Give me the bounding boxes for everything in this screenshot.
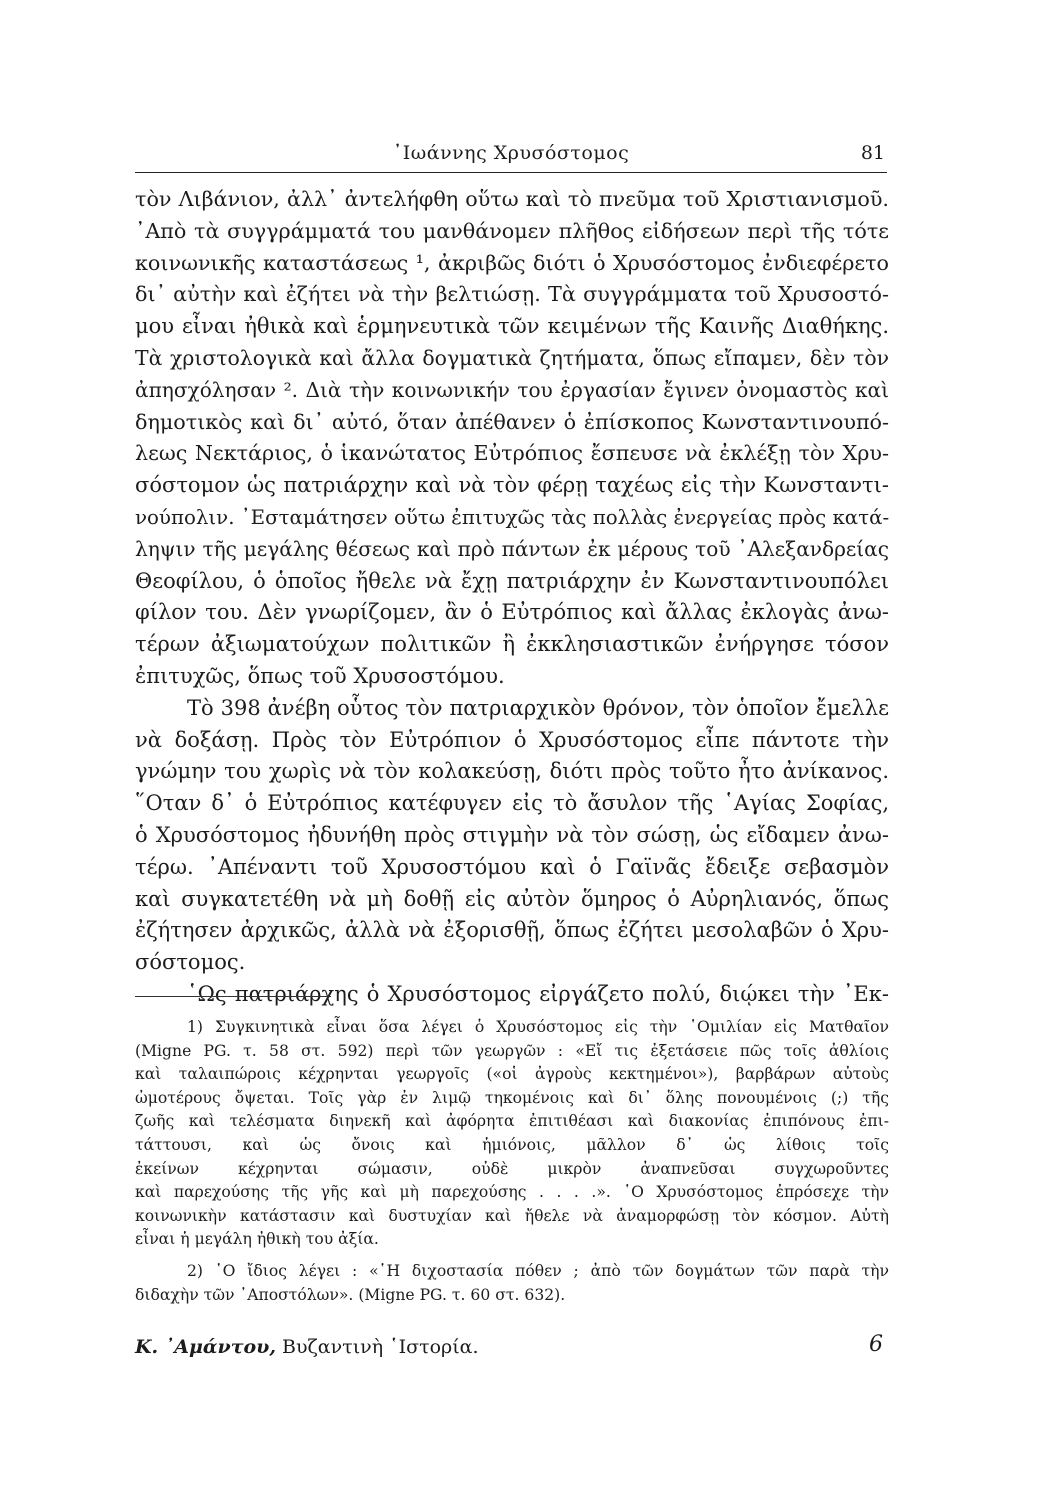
footnote-line: εἶναι ἡ μεγάλη ἠθικὴ του ἀξία.	[135, 1230, 379, 1249]
main-text	[135, 184, 889, 1011]
footnote-line: (Migne PG. τ. 58 στ. 592) περὶ τῶν γεωργῶν : «Εἴ τις ἐξετάσειε πῶς τοῖς ἀθλίοις	[135, 1041, 889, 1060]
text-line: ἐπιτυχῶς, ὅπως τοῦ Χρυσοστόμου.	[135, 663, 505, 688]
footnote-line: 1) Συγκινητικὰ εἶναι ὅσα λέγει ὁ Χρυσόστομος εἰς τὴν ῾Ομιλίαν εἰς Ματθαῖον	[187, 1018, 889, 1036]
footer-author: Κ. ᾿Αμάντου,	[135, 1336, 276, 1358]
text-line: τὸν Λιβάνιον, ἀλλ᾿ ἀντελήφθη οὕτω καὶ τὸ πνεῦμα τοῦ Χριστιανισμοῦ.	[135, 187, 889, 211]
footnote-line: ὠμοτέρους ὄψεται. Τοῖς γὰρ ἐν λιμῷ τηκομένοις καὶ δι᾿ ὅλης πονουμένοις (;) τῆς	[135, 1088, 889, 1107]
text-line: νὰ δοξάσῃ. Πρὸς τὸν Εὐτρόπιον ὁ Χρυσόστομος εἶπε πάντοτε τὴν	[135, 727, 889, 752]
running-head	[135, 136, 887, 173]
text-line: τέρων ἀξιωματούχων πολιτικῶν ἢ ἐκκλησιαστικῶν ἐνήργησε τόσον	[135, 632, 889, 657]
footnote-line: 2) ῾Ο ἴδιος λέγει : «῾Η διχοστασία πόθεν ; ἀπὸ τῶν δογμάτων τῶν παρὰ τὴν	[187, 1261, 889, 1280]
text-line: σόστομον ὡς πατριάρχην καὶ νὰ τὸν φέρῃ ταχέως εἰς τὴν Κωνσταντι-	[135, 473, 889, 498]
footnote-line: κοινωνικὴν κατάστασιν καὶ δυστυχίαν καὶ ἤθελε νὰ ἀναμορφώσῃ τὸν κόσμον. Αὐτὴ	[135, 1206, 889, 1225]
text-line: γνώμην του χωρὶς νὰ τὸν κολακεύσῃ, διότι πρὸς τοῦτο ἦτο ἀνίκανος.	[135, 759, 889, 784]
footnote-line: ἐκείνων κέχρηνται σώμασιν, οὐδὲ μικρὸν ἀναπνεῦσαι συγχωροῦντες	[135, 1159, 889, 1178]
text-line: φίλον του. Δὲν γνωρίζομεν, ἂν ὁ Εὐτρόπιος καὶ ἄλλας ἐκλογὰς ἀνω-	[135, 600, 889, 625]
footnotes	[135, 1016, 889, 1307]
text-line: Τὸ 398 ἀνέβη οὗτος τὸν πατριαρχικὸν θρόνον, τὸν ὁποῖον ἔμελλε	[187, 695, 889, 720]
footer-book-title: Βυζαντινὴ ῾Ιστορία.	[282, 1336, 479, 1358]
text-line: δι᾿ αὐτὴν καὶ ἐζήτει νὰ τὴν βελτιώσῃ. Τὰ συγγράμματα τοῦ Χρυσοστό-	[135, 282, 889, 307]
running-head-title: ᾿Ιωάννης Χρυσόστομος	[392, 142, 630, 164]
text-line: νούπολιν. ᾿Εσταμάτησεν οὕτω ἐπιτυχῶς τὰς πολλὰς ἐνεργείας πρὸς κατά-	[135, 505, 890, 529]
footnote-separator	[135, 996, 331, 997]
text-line: δημοτικὸς καὶ δι᾿ αὐτό, ὅταν ἀπέθανεν ὁ ἐπίσκοπος Κωνσταντινουπό-	[135, 409, 889, 434]
text-line: ἀπησχόλησαν ². Διὰ τὴν κοινωνικήν του ἐργασίαν ἔγινεν ὀνομαστὸς καὶ	[135, 377, 889, 402]
page-number: 81	[860, 142, 885, 164]
page-footer	[135, 1332, 887, 1366]
signature-mark: 6	[869, 1332, 883, 1357]
footnote-line: καὶ παρεχούσης τῆς γῆς καὶ μὴ παρεχούσης . . . .». ῾Ο Χρυσόστομος ἐπρόσεχε τὴν	[135, 1183, 889, 1202]
text-line: ῞Οταν δ᾿ ὁ Εὐτρόπιος κατέφυγεν εἰς τὸ ἄσυλον τῆς ῾Αγίας Σοφίας,	[135, 791, 889, 816]
footnote-line: καὶ ταλαιπώροις κέχρηνται γεωργοῖς («οἱ ἀγροὺς κεκτημένοι»), βαρβάρων αὐτοὺς	[135, 1065, 889, 1084]
text-line: λεως Νεκτάριος, ὁ ἱκανώτατος Εὐτρόπιος ἔσπευσε νὰ ἐκλέξῃ τὸν Χρυ-	[135, 441, 889, 466]
text-line: ἐζήτησεν ἀρχικῶς, ἀλλὰ νὰ ἐξορισθῇ, ὅπως ἐζήτει μεσολαβῶν ὁ Χρυ-	[135, 918, 889, 943]
text-line: ὁ Χρυσόστομος ἠδυνήθη πρὸς στιγμὴν νὰ τὸν σώσῃ, ὡς εἴδαμεν ἀνω-	[135, 822, 889, 847]
text-line: καὶ συγκατετέθη νὰ μὴ δοθῇ εἰς αὐτὸν ὅμηρος ὁ Αὐρηλιανός, ὅπως	[135, 886, 889, 911]
footnote-line: τάττουσι, καὶ ὡς ὄνοις καὶ ἡμιόνοις, μᾶλλον δ᾿ ὡς λίθοις τοῖς	[135, 1135, 889, 1154]
text-line: Τὰ χριστολογικὰ καὶ ἄλλα δογματικὰ ζητήματα, ὅπως εἴπαμεν, δὲν τὸν	[135, 345, 889, 370]
text-line: μου εἶναι ἠθικὰ καὶ ἑρμηνευτικὰ τῶν κειμένων τῆς Καινῆς Διαθήκης.	[135, 314, 889, 339]
text-line: ληψιν τῆς μεγάλης θέσεως καὶ πρὸ πάντων ἐκ μέρους τοῦ ᾿Αλεξανδρείας	[135, 536, 889, 561]
footnote-line: ζωῆς καὶ τελέσματα διηνεκῆ καὶ ἀφόρητα ἐπιτιθέασι καὶ διακονίας ἐπιπόνους ἐπι-	[135, 1112, 889, 1131]
footnote-line: διδαχὴν τῶν ᾿Αποστόλων». (Migne PG. τ. 60 στ. 632).	[135, 1285, 566, 1304]
text-line: Θεοφίλου, ὁ ὁποῖος ἤθελε νὰ ἔχῃ πατριάρχην ἐν Κωνσταντινουπόλει	[135, 568, 889, 593]
text-line: κοινωνικῆς καταστάσεως ¹, ἀκριβῶς διότι ὁ Χρυσόστομος ἐνδιεφέρετο	[135, 250, 889, 275]
text-line: ῾Ως πατριάρχης ὁ Χρυσόστομος εἰργάζετο πολύ, διῴκει τὴν ᾿Εκ-	[187, 981, 889, 1006]
text-line: τέρω. ᾿Απέναντι τοῦ Χρυσοστόμου καὶ ὁ Γαϊνᾶς ἔδειξε σεβασμὸν	[135, 854, 889, 879]
text-line: σόστομος.	[135, 950, 246, 975]
text-line: ᾿Απὸ τὰ συγγράμματά του μανθάνομεν πλῆθος εἰδήσεων περὶ τῆς τότε	[135, 218, 889, 243]
